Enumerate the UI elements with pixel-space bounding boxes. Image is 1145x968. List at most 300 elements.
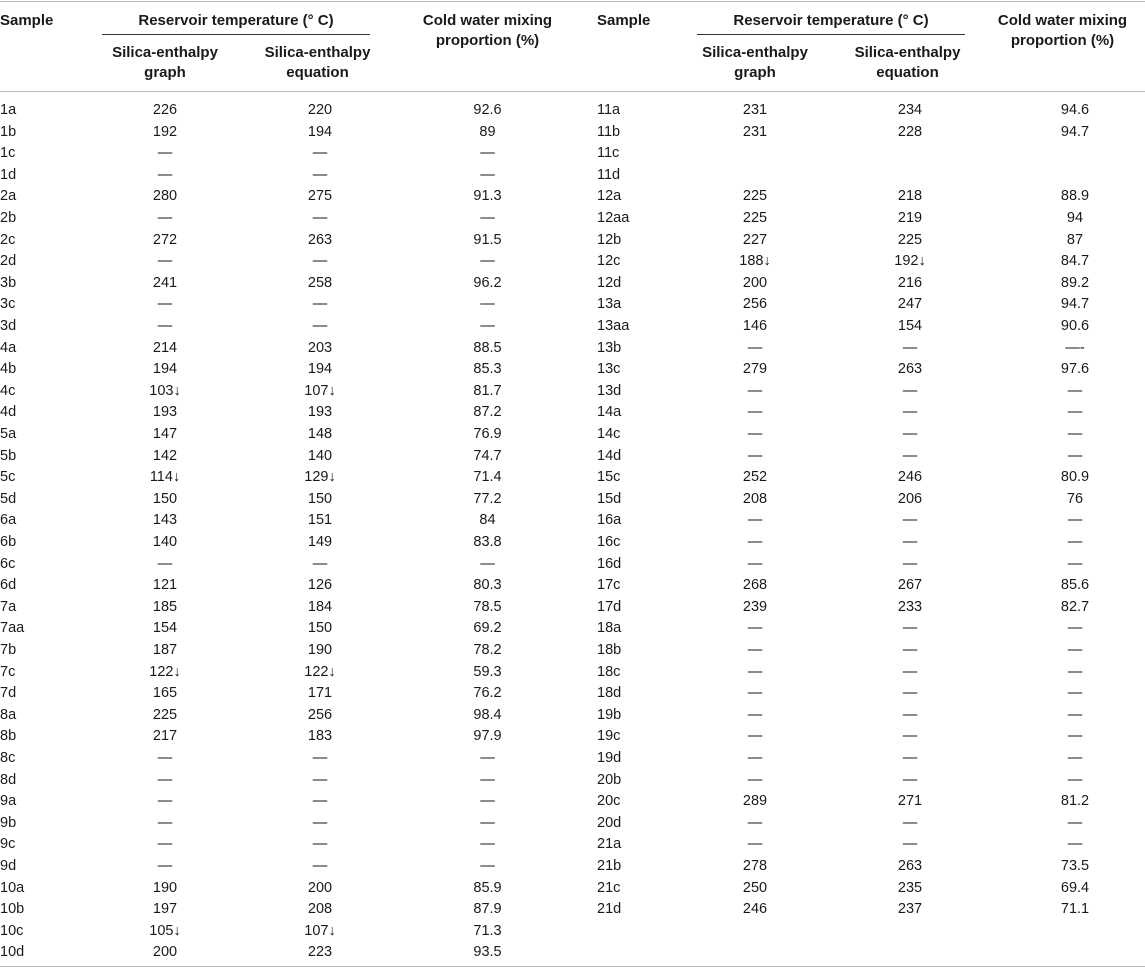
cell-sample: 16a (597, 512, 622, 529)
cell-graph: 194 (152, 361, 178, 378)
cell-sample: 14c (597, 426, 621, 442)
cell-sample: 2d (0, 253, 17, 270)
cell-equation: — (312, 145, 328, 162)
cell-sample: 13a (597, 296, 622, 313)
cell-sample: 7a (0, 598, 17, 615)
cell-sample: 21b (597, 858, 622, 874)
cell-equation: 220 (307, 102, 333, 118)
cell-mixing: 94.7 (1060, 296, 1090, 313)
cell-sample: 12b (597, 231, 622, 248)
cell-equation: — (312, 555, 328, 572)
cell-sample: 3d (0, 318, 17, 334)
cell-sample: 19b (597, 706, 622, 723)
cell-equation: 200 (307, 879, 333, 896)
cell-equation: — (902, 555, 918, 572)
cell-sample: 20d (597, 814, 622, 831)
cell-equation: 122↓ (304, 663, 336, 680)
cell-mixing: 91.3 (473, 188, 502, 205)
cell-equation: — (902, 642, 918, 658)
cell-equation: 246 (897, 469, 923, 486)
cell-equation: 151 (307, 512, 333, 529)
cell-sample: 11d (597, 166, 621, 183)
cell-mixing (985, 143, 1145, 165)
cell-mixing: 78.5 (473, 598, 502, 615)
cell-graph: 147 (152, 426, 178, 442)
cell-mixing: — (1067, 404, 1083, 421)
cell-sample: 5b (0, 447, 17, 464)
cell-graph: 225 (152, 706, 178, 723)
cell-mixing: 71.3 (473, 922, 502, 939)
cell-equation: — (902, 836, 918, 853)
cell-graph: 197 (152, 901, 178, 918)
cell-equation: — (902, 663, 918, 680)
cell-graph: 279 (742, 361, 768, 378)
cell-graph: — (157, 145, 173, 162)
cell-mixing: — (1067, 534, 1083, 550)
cell-graph (675, 143, 835, 165)
cell-equation: 150 (307, 490, 333, 507)
cell-graph: 217 (152, 728, 178, 745)
cell-sample: 18d (597, 685, 622, 702)
cell-graph: 193 (152, 404, 178, 421)
header-silica-enthalpy-equation: Silica-enthalpy equation (264, 44, 371, 81)
cell-graph: 187 (152, 642, 178, 658)
cell-graph: — (747, 642, 763, 658)
cell-graph: 105↓ (149, 922, 181, 939)
cell-graph: 150 (152, 490, 178, 507)
cell-graph: — (747, 706, 763, 723)
cell-sample: 21c (597, 879, 621, 896)
cell-equation: — (902, 512, 918, 529)
cell-mixing: 71.1 (1060, 901, 1090, 918)
cell-equation: — (902, 728, 918, 745)
cell-mixing: 85.3 (473, 361, 502, 378)
cell-mixing: — (480, 814, 495, 831)
cell-graph (675, 165, 835, 187)
cell-mixing: — (480, 771, 495, 788)
cell-equation: 233 (897, 598, 923, 615)
cell-graph: — (747, 771, 763, 788)
cell-mixing: 71.4 (473, 469, 502, 486)
cell-mixing: — (1067, 512, 1083, 529)
cell-mixing: 76.2 (473, 685, 502, 702)
cell-mixing: 59.3 (473, 663, 502, 680)
cell-equation: 183 (307, 728, 333, 745)
cell-graph: — (157, 555, 173, 572)
cell-graph: 289 (742, 793, 768, 810)
cell-equation: — (902, 750, 918, 766)
cell-sample: 20b (597, 771, 622, 788)
cell-equation: — (312, 318, 328, 334)
cell-equation: 263 (897, 361, 923, 378)
cell-equation: 256 (307, 706, 333, 723)
cell-graph: 185 (152, 598, 178, 615)
cell-equation: 263 (897, 858, 923, 874)
cell-equation: — (312, 793, 328, 810)
cell-equation: — (902, 814, 918, 831)
cell-graph: — (157, 166, 173, 183)
cell-mixing: 97.6 (1060, 361, 1090, 378)
cell-graph: 268 (742, 577, 768, 594)
cell-mixing: 76 (1066, 490, 1084, 507)
cell-sample: 12aa (597, 210, 630, 226)
cell-sample: 21d (597, 901, 622, 918)
cell-sample: 7b (0, 642, 17, 658)
cell-mixing: — (1067, 663, 1083, 680)
cell-equation: 194 (307, 123, 333, 140)
cell-equation: — (312, 750, 328, 766)
cell-equation: — (312, 210, 328, 226)
cell-graph: — (747, 685, 763, 702)
cell-mixing: 84 (479, 512, 496, 529)
cell-mixing: — (1067, 426, 1083, 442)
cell-graph: 231 (742, 123, 768, 140)
cell-mixing: 88.5 (473, 339, 502, 356)
cell-sample: 7aa (0, 620, 25, 637)
cell-mixing: 89.2 (1060, 274, 1090, 291)
cell-sample: 5d (0, 490, 17, 507)
cell-mixing: 88.9 (1060, 188, 1090, 205)
cell-graph: — (747, 426, 763, 442)
cell-equation: 140 (307, 447, 333, 464)
cell-sample: 6c (0, 555, 16, 572)
cell-equation: — (312, 253, 328, 270)
cell-equation (830, 143, 990, 165)
cell-equation: 267 (897, 577, 923, 594)
cell-mixing: 93.5 (473, 944, 502, 961)
cell-sample: 9c (0, 836, 16, 853)
cell-sample: 1a (0, 102, 17, 118)
cell-graph: — (747, 404, 763, 421)
cell-mixing: 97.9 (473, 728, 502, 745)
cell-graph: 114↓ (149, 469, 181, 486)
header-bottom-rule (0, 91, 1145, 92)
cell-sample: 9d (0, 858, 17, 874)
cell-graph: 241 (152, 274, 178, 291)
cell-sample: 21a (597, 836, 622, 853)
cell-graph: 252 (742, 469, 768, 486)
cell-sample: 15d (597, 490, 622, 507)
cell-graph: 280 (152, 188, 178, 205)
cell-sample: 12c (597, 253, 621, 270)
cell-equation: — (312, 166, 328, 183)
cell-equation: 194 (307, 361, 333, 378)
cell-graph: — (157, 836, 173, 853)
cell-graph: 190 (152, 879, 178, 896)
cell-mixing: 85.9 (473, 879, 502, 896)
cell-mixing: — (1067, 620, 1083, 637)
cell-graph: 226 (152, 102, 178, 118)
table-top-rule (0, 1, 1145, 2)
cell-equation: — (902, 685, 918, 702)
cell-graph: — (747, 836, 763, 853)
cell-equation: 126 (307, 577, 333, 594)
cell-graph: — (157, 296, 173, 313)
cell-sample: 20c (597, 793, 621, 810)
cell-mixing: —- (1065, 339, 1085, 356)
header-reservoir-temperature: Reservoir temperature (° C) (733, 12, 929, 29)
cell-equation: 228 (897, 123, 923, 140)
cell-graph: 225 (742, 210, 768, 226)
cell-mixing: — (480, 210, 495, 226)
cell-equation (830, 165, 990, 187)
cell-graph: — (747, 512, 763, 529)
cell-graph: 250 (742, 879, 768, 896)
cell-sample: 12d (597, 274, 622, 291)
header-reservoir-temperature: Reservoir temperature (° C) (138, 12, 334, 29)
header-silica-enthalpy-equation: Silica-enthalpy equation (854, 44, 961, 81)
cell-graph: — (747, 534, 763, 550)
cell-graph: 121 (152, 577, 178, 594)
cell-graph: — (747, 663, 763, 680)
cell-equation: 171 (307, 685, 333, 702)
cell-graph: 142 (152, 447, 178, 464)
cell-sample: 11b (597, 123, 621, 140)
cell-graph: — (747, 339, 763, 356)
cell-mixing: — (480, 166, 495, 183)
cell-graph: 227 (742, 231, 768, 248)
cell-equation: 154 (897, 318, 923, 334)
cell-graph: 214 (152, 339, 178, 356)
cell-sample: 17c (597, 577, 621, 594)
cell-sample: 5a (0, 426, 17, 442)
cell-sample: 9b (0, 814, 17, 831)
cell-equation: 206 (897, 490, 923, 507)
cell-graph: — (157, 253, 173, 270)
cell-graph: — (747, 814, 763, 831)
cell-sample: 18c (597, 663, 621, 680)
cell-graph: — (747, 620, 763, 637)
cell-mixing: — (480, 318, 495, 334)
cell-sample: 10d (0, 944, 25, 961)
cell-sample: 13aa (597, 318, 630, 334)
cell-mixing: 81.7 (473, 382, 502, 399)
cell-graph: 146 (742, 318, 768, 334)
cell-equation: — (902, 447, 918, 464)
cell-equation: 237 (897, 901, 923, 918)
cell-graph: 103↓ (149, 382, 181, 399)
cell-sample: 13c (597, 361, 621, 378)
cell-graph: — (157, 814, 173, 831)
cell-graph: 231 (742, 102, 768, 118)
cell-equation: 129↓ (304, 469, 336, 486)
cell-sample: 5c (0, 469, 16, 486)
cell-graph: — (747, 750, 763, 766)
cell-mixing: 87.2 (473, 404, 502, 421)
cell-equation: 203 (307, 339, 333, 356)
cell-graph: 140 (152, 534, 178, 550)
cell-mixing: 94.6 (1060, 102, 1090, 118)
header-silica-enthalpy-graph: Silica-enthalpy graph (702, 44, 808, 81)
cell-mixing: 69.4 (1060, 879, 1090, 896)
cell-equation: 271 (897, 793, 923, 810)
cell-equation: 235 (897, 879, 923, 896)
cell-mixing: — (1067, 750, 1083, 766)
cell-mixing: 73.5 (1060, 858, 1090, 874)
cell-sample: 6d (0, 577, 17, 594)
cell-equation: 275 (307, 188, 333, 205)
cell-equation: — (902, 534, 918, 550)
cell-equation: — (902, 382, 918, 399)
cell-equation: — (312, 858, 328, 874)
cell-mixing: — (480, 836, 495, 853)
cell-graph: 122↓ (149, 663, 181, 680)
cell-sample: 6a (0, 512, 17, 529)
cell-mixing: — (1067, 642, 1083, 658)
cell-mixing: — (480, 145, 495, 162)
cell-mixing: — (480, 793, 495, 810)
cell-sample: 4b (0, 361, 17, 378)
cell-sample: 4d (0, 404, 17, 421)
cell-mixing: 80.3 (473, 577, 502, 594)
cell-graph: — (157, 750, 173, 766)
cell-sample: 10b (0, 901, 25, 918)
cell-graph: 272 (152, 231, 178, 248)
cell-mixing: — (1067, 382, 1083, 399)
cell-sample: 15c (597, 469, 621, 486)
cell-mixing: 94.7 (1060, 123, 1090, 140)
cell-equation: — (902, 426, 918, 442)
cell-equation: — (902, 404, 918, 421)
cell-sample: 19c (597, 728, 621, 745)
cell-equation: 216 (897, 274, 923, 291)
cell-sample: 19d (597, 750, 622, 766)
cell-graph: 239 (742, 598, 768, 615)
cell-mixing: 98.4 (473, 706, 502, 723)
header-silica-enthalpy-graph: Silica-enthalpy graph (112, 44, 218, 81)
cell-sample: 4a (0, 339, 17, 356)
right-group-rule (697, 34, 965, 35)
cell-mixing: 89 (479, 123, 496, 140)
cell-mixing: — (480, 296, 495, 313)
cell-mixing: 69.2 (473, 620, 502, 637)
cell-sample: 17d (597, 598, 622, 615)
cell-equation: 192↓ (894, 253, 926, 270)
cell-mixing: — (480, 750, 495, 766)
cell-mixing: 87.9 (473, 901, 502, 918)
cell-sample: 11c (597, 145, 620, 162)
header-cold-water-mixing: Cold water mixing proportion (%) (422, 12, 553, 49)
cell-sample: 14d (597, 447, 622, 464)
cell-equation: 218 (897, 188, 923, 205)
cell-mixing: — (480, 555, 495, 572)
cell-mixing: — (1067, 771, 1083, 788)
cell-graph: 200 (742, 274, 768, 291)
cell-equation: — (312, 836, 328, 853)
cell-graph: 225 (742, 188, 768, 205)
cell-sample: 14a (597, 404, 622, 421)
cell-sample: 1d (0, 166, 17, 183)
cell-mixing: 92.6 (473, 102, 502, 118)
cell-mixing: 96.2 (473, 274, 502, 291)
cell-equation: 225 (897, 231, 923, 248)
cell-sample: 10c (0, 922, 24, 939)
cell-equation: 208 (307, 901, 333, 918)
cell-equation: 234 (897, 102, 923, 118)
cell-equation: 193 (307, 404, 333, 421)
cell-equation: — (312, 814, 328, 831)
cell-sample: 1c (0, 145, 16, 162)
cell-equation: 247 (897, 296, 923, 313)
cell-equation: — (902, 706, 918, 723)
cell-sample: 8d (0, 771, 17, 788)
cell-mixing: 78.2 (473, 642, 502, 658)
cell-equation: 149 (307, 534, 333, 550)
cell-equation: 258 (307, 274, 333, 291)
cell-mixing: 82.7 (1060, 598, 1090, 615)
left-group-rule (102, 34, 370, 35)
cell-mixing: — (1067, 814, 1083, 831)
cell-mixing: 80.9 (1060, 469, 1090, 486)
cell-mixing: — (1067, 706, 1083, 723)
cell-sample: 9a (0, 793, 17, 810)
cell-sample: 4c (0, 382, 16, 399)
cell-graph: 200 (152, 944, 178, 961)
cell-graph: 208 (742, 490, 768, 507)
cell-mixing: 91.5 (473, 231, 502, 248)
cell-equation: 184 (307, 598, 333, 615)
cell-equation: — (312, 296, 328, 313)
cell-graph: — (747, 728, 763, 745)
cell-mixing: 94 (1066, 210, 1084, 226)
cell-sample: 13b (597, 339, 622, 356)
cell-equation: 190 (307, 642, 333, 658)
cell-sample: 12a (597, 188, 622, 205)
cell-mixing: 83.8 (473, 534, 502, 550)
cell-mixing: — (1067, 728, 1083, 745)
cell-sample: 7d (0, 685, 17, 702)
cell-equation: 219 (897, 210, 923, 226)
cell-equation: — (902, 339, 918, 356)
cell-mixing: — (1067, 685, 1083, 702)
header-sample: Sample (0, 12, 54, 29)
cell-sample: 8c (0, 750, 16, 766)
cell-mixing: — (480, 858, 495, 874)
cell-sample: 7c (0, 663, 16, 680)
cell-equation: 263 (307, 231, 333, 248)
cell-graph: — (157, 210, 173, 226)
cell-sample: 18b (597, 642, 622, 658)
cell-sample: 13d (597, 382, 622, 399)
cell-graph: 165 (152, 685, 178, 702)
cell-sample: 2b (0, 210, 17, 226)
cell-equation: 107↓ (304, 382, 336, 399)
cell-mixing: 76.9 (473, 426, 502, 442)
cell-equation: 223 (307, 944, 333, 961)
cell-sample: 2c (0, 231, 16, 248)
header-sample: Sample (597, 12, 651, 29)
cell-equation: 148 (307, 426, 333, 442)
cell-graph: 188↓ (739, 253, 771, 270)
cell-graph: 154 (152, 620, 178, 637)
cell-mixing: 81.2 (1060, 793, 1090, 810)
cell-mixing: 90.6 (1060, 318, 1090, 334)
cell-sample: 8a (0, 706, 17, 723)
cell-equation: 150 (307, 620, 333, 637)
cell-mixing: 84.7 (1060, 253, 1090, 270)
cell-sample: 1b (0, 123, 17, 140)
cell-graph: — (157, 793, 173, 810)
cell-graph: — (157, 858, 173, 874)
cell-mixing (985, 165, 1145, 187)
cell-graph: — (747, 382, 763, 399)
cell-sample: 6b (0, 534, 17, 550)
cell-mixing: 74.7 (473, 447, 502, 464)
table-bottom-rule (0, 966, 1145, 967)
cell-equation: — (902, 620, 918, 637)
cell-sample: 3c (0, 296, 16, 313)
cell-sample: 16d (597, 555, 622, 572)
